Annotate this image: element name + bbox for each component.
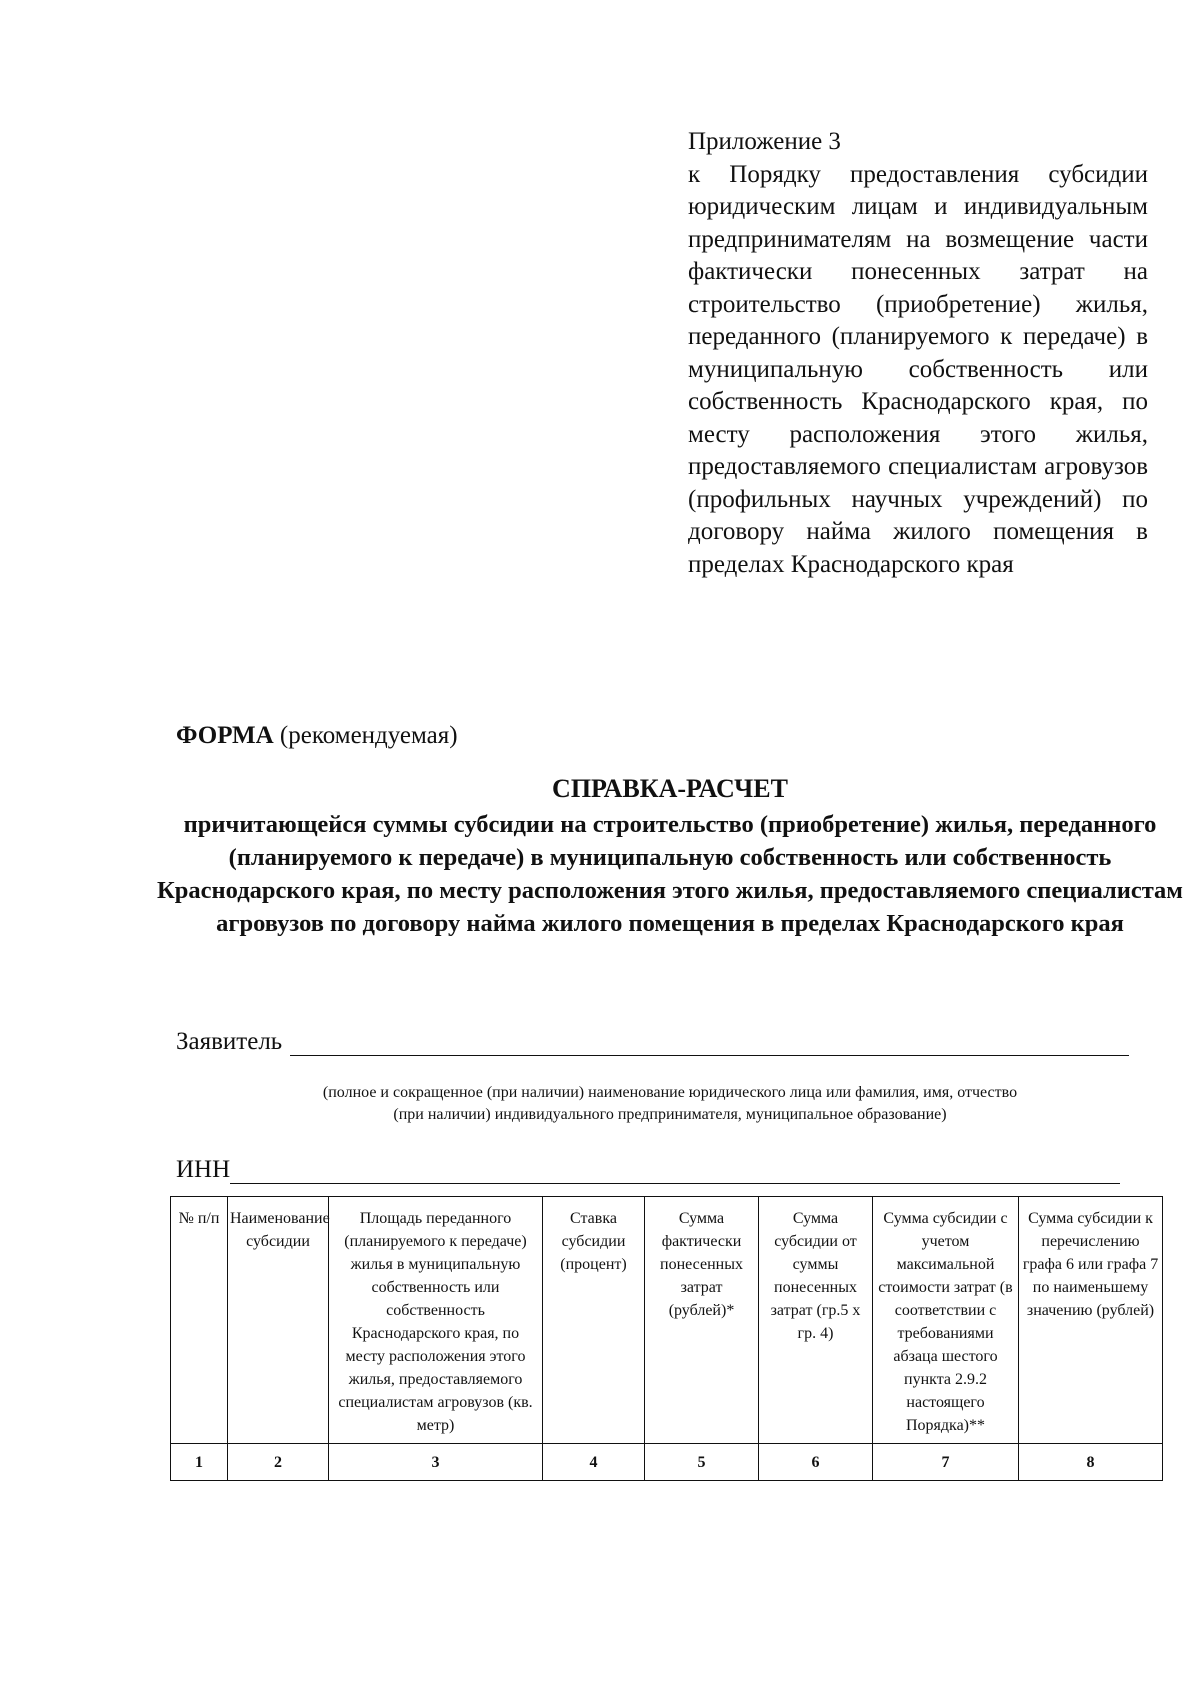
form-label: ФОРМА	[176, 722, 274, 749]
inn-label: ИНН	[176, 1156, 231, 1183]
header-cell: Площадь переданного (планируемого к передаче) жилья в муниципальную собственность или собственность Краснодарского края, по месту расположения этого жилья, предоставляемого специалистам агровузов (кв. метр)	[329, 1197, 543, 1444]
header-cell: № п/п	[171, 1197, 228, 1444]
calculation-table	[170, 1196, 1163, 1481]
column-number: 5	[645, 1444, 759, 1481]
appendix-title: Приложение 3	[688, 128, 841, 155]
applicant-line[interactable]	[290, 1031, 1129, 1056]
column-number: 6	[759, 1444, 873, 1481]
document-title: СПРАВКА-РАСЧЕТ	[552, 774, 788, 803]
table-header-row	[171, 1197, 1163, 1444]
column-number: 2	[228, 1444, 329, 1481]
appendix-block	[688, 126, 1148, 581]
applicant-field	[176, 1028, 1129, 1056]
inn-line[interactable]	[230, 1159, 1120, 1184]
applicant-hint	[200, 1082, 1140, 1126]
column-number: 7	[873, 1444, 1019, 1481]
applicant-hint-line1: (полное и сокращенное (при наличии) наименование юридического лица или фамилия, имя, отчество	[322, 1084, 1018, 1101]
column-number: 3	[329, 1444, 543, 1481]
applicant-hint-line2: (при наличии) индивидуального предпринимателя, муниципальное образование)	[393, 1106, 947, 1123]
header-cell: Сумма субсидии с учетом максимальной стоимости затрат (в соответствии с требованиями абзаца шестого пункта 2.9.2 настоящего Порядка)**	[873, 1197, 1019, 1444]
inn-field	[176, 1156, 1120, 1184]
header-cell: Ставка субсидии (процент)	[543, 1197, 645, 1444]
appendix-text: к Порядку предоставления субсидии юридическим лицам и индивидуальным предпринимателям на возмещение части фактически понесенных затрат на строительство (приобретение) жилья, переданного (планируемого к передаче) в муниципальную собственность или собственность Краснодарского края, по месту расположения этого жилья, предоставляемого специалистам агровузов (профильных научных учреждений) по договору найма жилого помещения в пределах Краснодарского края	[688, 160, 1148, 578]
form-note	[176, 722, 458, 750]
header-cell: Наименование субсидии	[228, 1197, 329, 1444]
column-number: 8	[1019, 1444, 1163, 1481]
form-recommended: (рекомендуемая)	[273, 722, 458, 749]
applicant-label: Заявитель	[176, 1028, 283, 1055]
column-number: 4	[543, 1444, 645, 1481]
table-number-row	[171, 1444, 1163, 1481]
column-number: 1	[171, 1444, 228, 1481]
header-cell: Сумма субсидии к перечислению графа 6 или графа 7 по наименьшему значению (рублей)	[1019, 1197, 1163, 1444]
document-subtitle: причитающейся суммы субсидии на строительство (приобретение) жилья, переданного (планируемого к передаче) в муниципальную собственность или собственность Краснодарского края, по месту расположения этого жилья, предоставляемого специалистам агровузов по договору найма жилого помещения в пределах Краснодарского края	[157, 811, 1183, 937]
header-cell: Сумма субсидии от суммы понесенных затрат (гр.5 х гр. 4)	[759, 1197, 873, 1444]
header-cell: Сумма фактически понесенных затрат (рублей)*	[645, 1197, 759, 1444]
